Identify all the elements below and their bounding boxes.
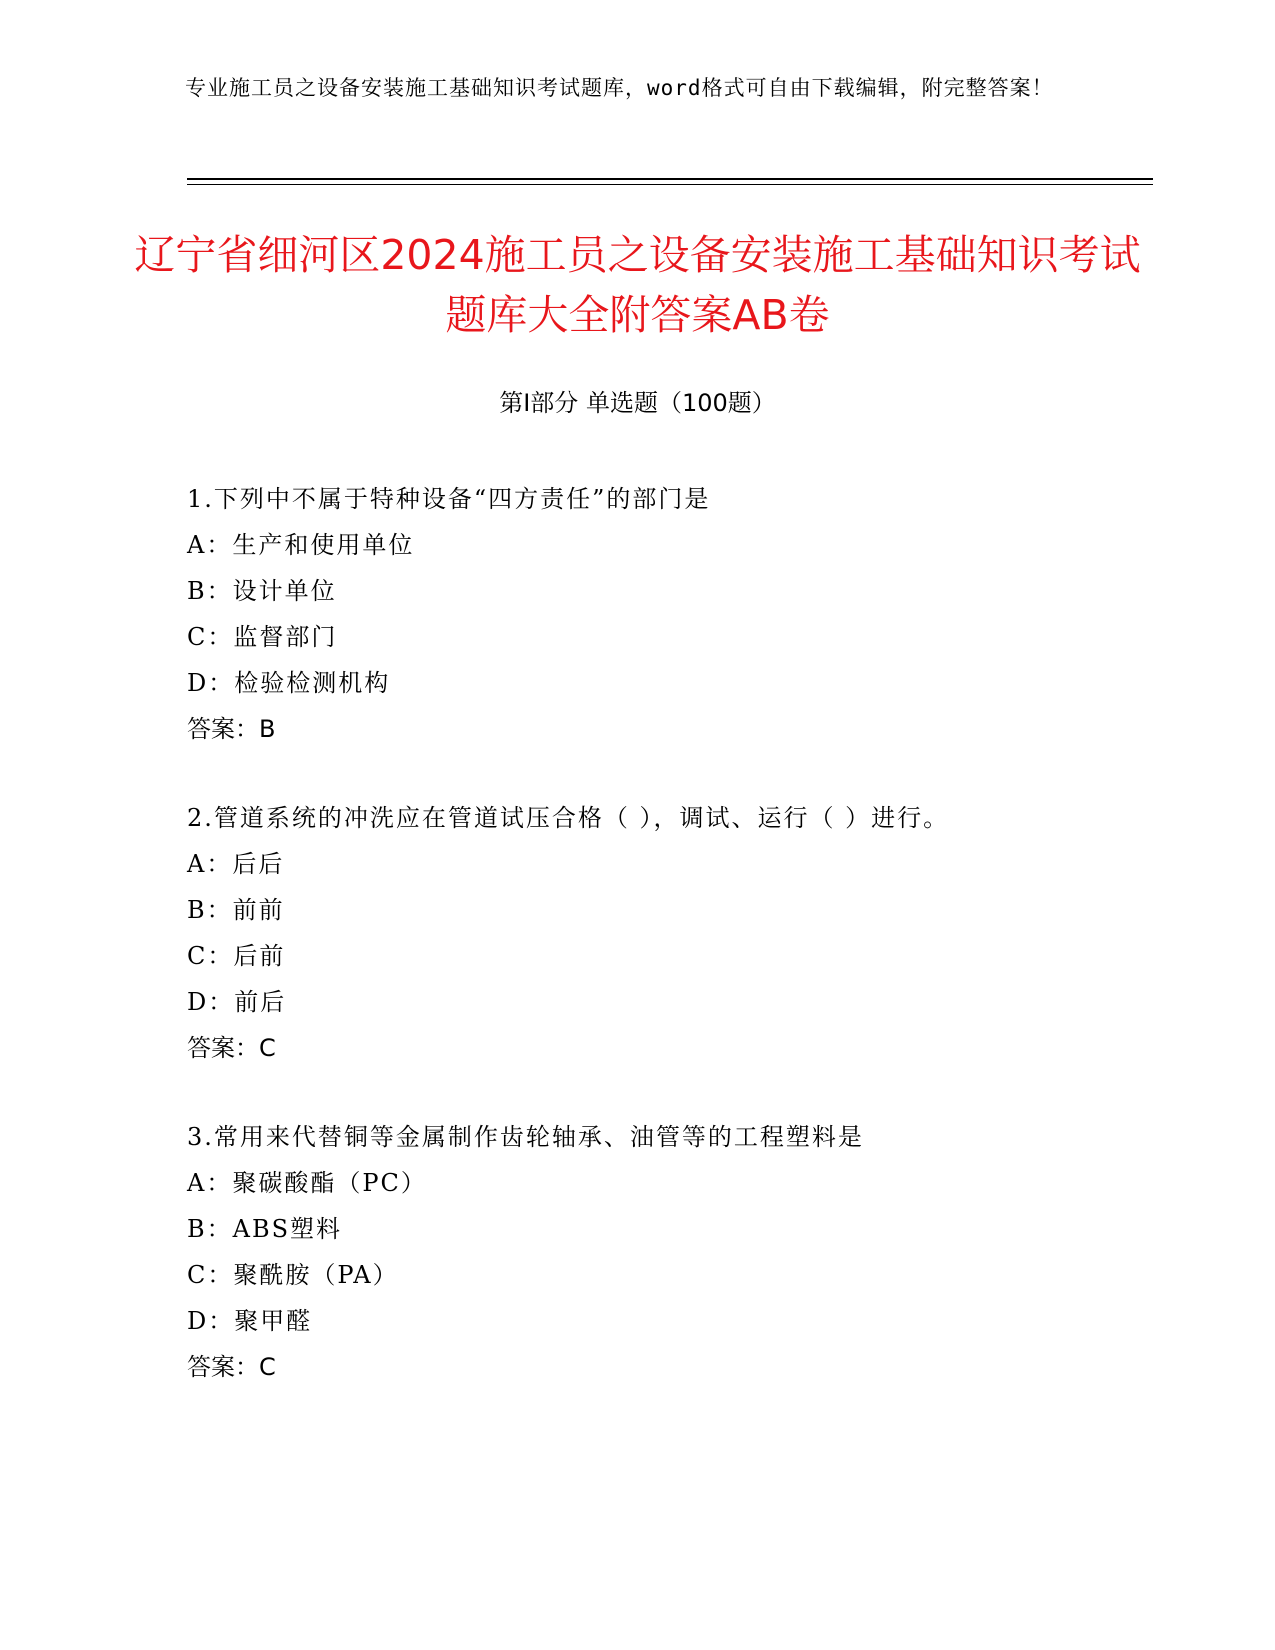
document-title: 辽宁省细河区2024施工员之设备安装施工基础知识考试题库大全附答案AB卷	[134, 231, 1141, 339]
section-title: 第Ⅰ部分 单选题（100题）	[499, 389, 776, 417]
question-block	[187, 795, 1147, 1071]
option-b: B：设计单位	[187, 577, 337, 605]
option-a: A：生产和使用单位	[187, 531, 415, 559]
answer-line: 答案：C	[187, 1034, 276, 1062]
option-a: A：聚碳酸酯（PC）	[187, 1169, 427, 1197]
question-stem: 1.下列中不属于特种设备“四方责任”的部门是	[187, 485, 711, 513]
header-divider-thick	[187, 178, 1153, 180]
option-c: C：后前	[187, 942, 286, 970]
option-a: A：后后	[187, 850, 285, 878]
option-c: C：监督部门	[187, 623, 338, 651]
question-block	[187, 476, 1147, 752]
question-stem: 3.常用来代替铜等金属制作齿轮轴承、油管等的工程塑料是	[187, 1123, 864, 1151]
option-b: B：前前	[187, 896, 285, 924]
option-d: D：前后	[187, 988, 287, 1016]
header-divider-thin	[187, 184, 1153, 185]
option-d: D：检验检测机构	[187, 669, 391, 697]
answer-line: 答案：C	[187, 1353, 276, 1381]
option-d: D：聚甲醛	[187, 1307, 313, 1335]
option-b: B：ABS塑料	[187, 1215, 343, 1243]
header-note: 专业施工员之设备安装施工基础知识考试题库，word格式可自由下载编辑，附完整答案！	[185, 76, 1054, 100]
option-c: C：聚酰胺（PA）	[187, 1261, 399, 1289]
answer-line: 答案：B	[187, 715, 276, 743]
question-block	[187, 1114, 1147, 1390]
question-stem: 2.管道系统的冲洗应在管道试压合格（ ），调试、运行（ ）进行。	[187, 804, 950, 832]
